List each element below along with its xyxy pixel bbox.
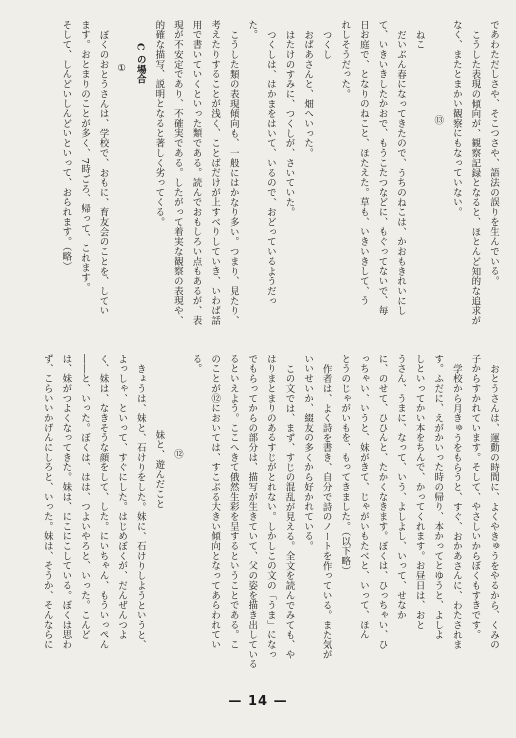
text-line: だいぶん春になってきたので、うちのねこは、かおもきれいにし xyxy=(395,29,407,316)
page-number: — 14 — xyxy=(228,694,288,709)
text-line: 日お庭で、となりのねこと、ほたえた。草も、いきいきして、う xyxy=(357,20,369,306)
text-line: つくしは、はかまをはいて、いるので、おどっているようだっ xyxy=(264,29,276,306)
text-line: おばあさんと、畑へいった。 xyxy=(302,29,314,158)
text-line: ず、こらいいかげんにしろと、いった。妹は、そうか、そんならに xyxy=(41,354,53,650)
text-line: 現が不安定であり、不確実である。したがって着実な観察の表現や、 xyxy=(171,20,183,326)
text-line: ⑫ xyxy=(171,449,183,459)
text-line: C の場合 xyxy=(134,42,146,84)
text-line: に、のせて、ひひんと、たかくなきます。ぼくは、ひっちゃい、ひ xyxy=(376,354,388,650)
text-line: れしそうだった。 xyxy=(339,20,351,99)
text-line: た。 xyxy=(246,20,258,40)
text-line: っちゃい、いうと、妹がきて、じゃがいもたべと、いって、ほん xyxy=(357,354,369,640)
text-line: ます。おとまりのことが多く、7時ごろ、帰って、これます。 xyxy=(78,20,90,293)
text-line: るといえよう。ここへきて俄然生彩を呈するということである。こ xyxy=(227,354,239,650)
text-line: ――と、いった。ぼくは、はは、つよいやろと、いった。こんど xyxy=(78,354,90,640)
text-line: こうした表現の傾向が、観察記録となると、ほとんど知的な追求が xyxy=(469,29,481,325)
text-line: はたけのすみに、つくしが、さいていた。 xyxy=(283,29,295,217)
text-line: うさん、うまに、なって、いう、よしよし、いって、せなか xyxy=(395,354,407,620)
text-line: きょうは、妹と、石けりをした。妹に、石けりしようというと、 xyxy=(134,363,146,650)
text-line: す。ふだに、えがかいった時の帰り、本かってとゆうと、よしよ xyxy=(432,354,444,640)
top-text-block xyxy=(6,20,502,342)
text-line: 考えたりすることが浅く、ことばだけが上すべりしていき、いわば話 xyxy=(209,20,221,326)
text-line: は、妹がつよくなってきた。妹は、にこにこしている。ぼくは思わ xyxy=(60,354,72,650)
bottom-text-block xyxy=(6,354,502,680)
text-line: いいせいか、綴友の多くから好かれている。 xyxy=(302,354,314,551)
text-line: 子からすかれています。そして、やさしいからぼくもすきです。 xyxy=(469,354,481,640)
text-line: ぼくのおとうさんは、学校で、おもに、育友会のことを、してい xyxy=(97,29,109,316)
text-line: 作者は、よく詩を書き、自分で詩のノートを作っている。また気が xyxy=(320,363,332,659)
text-line: のことが⑫においては、すこぶる大きい傾向となってあらわれてい xyxy=(209,354,221,650)
text-line: つくし xyxy=(320,29,332,60)
text-line: こうした類の表現傾向も、一般にはかなり多い。つまり、見たり、 xyxy=(227,29,239,325)
text-line: とうのじゃがいもを、もってきました。（以下略） xyxy=(339,354,351,576)
text-line: 学校から月きゅうをもらうと、すぐ、おかあさんに、わたされま xyxy=(450,363,462,650)
text-line: はりまとまりのあるすじがとれない。しかしこの文の「うま」になっ xyxy=(264,354,276,660)
text-line: 用で書いていくといった類である。読んでおもしろい点もあるが、表 xyxy=(190,20,202,326)
text-line: ⑬ xyxy=(432,115,444,125)
text-line: でもらってからの部分は、描写が生きていて、父の姿を描き出している xyxy=(246,354,258,670)
text-line: 的確な描写、説明となると著しく劣ってくる。 xyxy=(153,20,165,227)
text-line: く、妹は、なきそうな顔をして、した。にいちゃん、もういっぺん xyxy=(97,354,109,650)
text-line: る。 xyxy=(190,354,202,374)
text-line: ねこ xyxy=(413,29,425,50)
text-line: であわただしさや、そこつさや、語法の誤りを生んでいる。 xyxy=(488,20,499,286)
text-line: 妹と、遊んだこと xyxy=(153,430,165,509)
text-line: よっしゃ、といって、すぐにした。はじめぼくが、だんぜんつよ xyxy=(116,354,128,640)
text-line: この文では、まず、すじの混乱が見える。全文を読んでみても、や xyxy=(283,363,295,659)
text-line: おとうさんは、運動の時間に、よくやきゅうをやるから、くみの xyxy=(488,363,499,650)
text-line: そして、しんどいしんどいといって、おられます。（略） xyxy=(60,20,72,272)
text-line: ① xyxy=(116,62,128,75)
text-line: て、いきいきしたかおで、もうこたつなどに、もぐってないで、毎 xyxy=(376,20,388,316)
text-line: しといってかい本をちんで、かってくれます。お昼日は、おと xyxy=(413,354,425,630)
text-line: なく、またとまかい観察にもなっていない。 xyxy=(450,20,462,217)
